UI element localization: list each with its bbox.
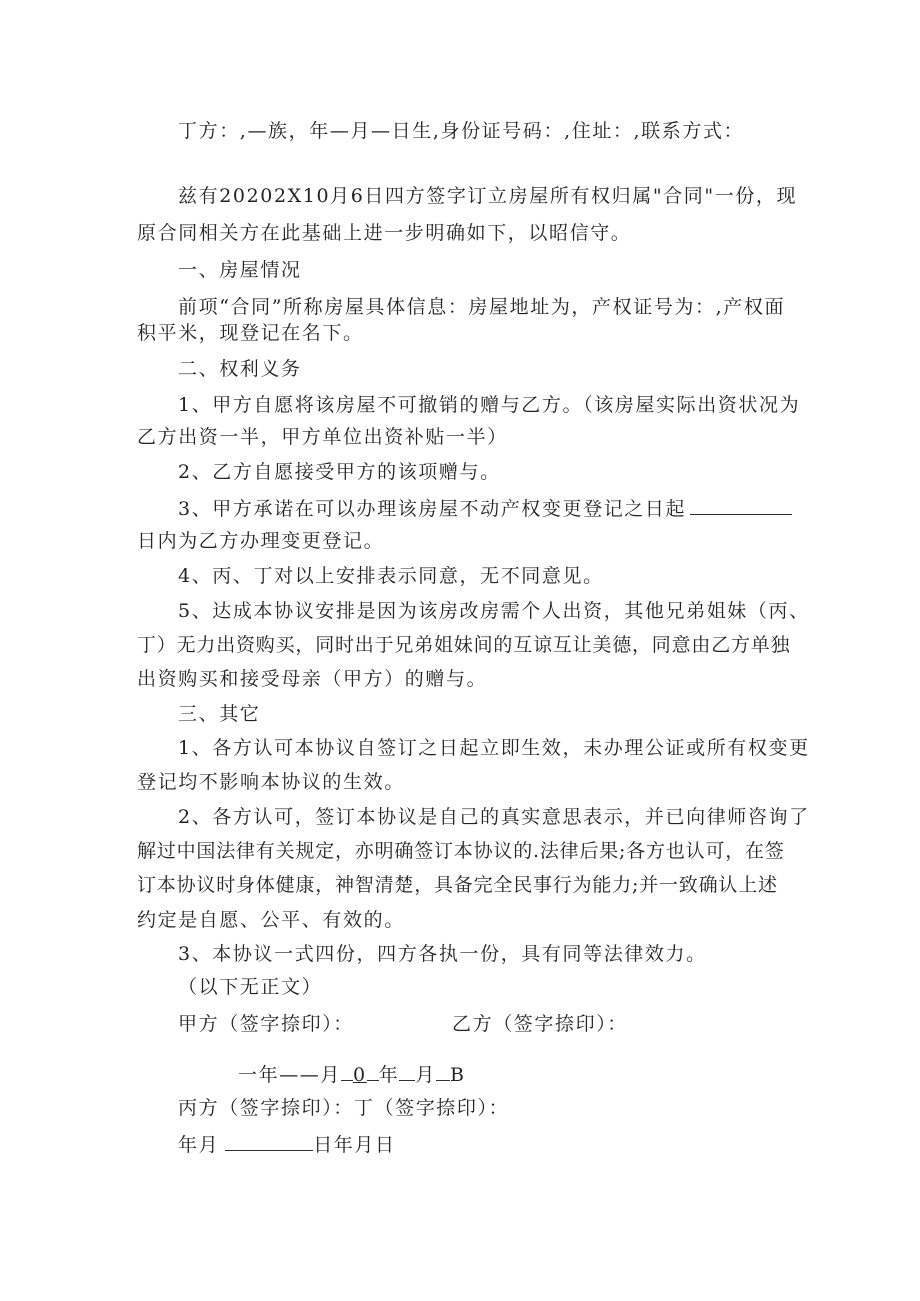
item-2-5-line-3: 出资购买和接受母亲（甲方）的赠与。 <box>137 668 488 690</box>
date-segment-1: 一年——月 <box>238 1064 342 1086</box>
days-blank <box>690 494 792 515</box>
item-3-3: 3、本协议一式四份，四方各执一份，具有同等法律效力。 <box>178 943 707 965</box>
date-blank-1 <box>341 1060 353 1081</box>
sign-party-a: 甲方（签字捺印）： <box>178 1013 354 1035</box>
section-1-paragraph-line-2: 积平米，现登记在名下。 <box>137 322 364 344</box>
date-line <box>238 1060 466 1087</box>
date-blank-2 <box>367 1060 379 1081</box>
date-bottom-suffix: 日年月日 <box>313 1134 396 1156</box>
item-3-2-line-4: 约定是自愿、公平、有效的。 <box>137 909 405 931</box>
item-3-2-line-2: 解过中国法律有关规定，亦明确签订本协议的.法律后果;各方也认可，在签 <box>137 840 785 862</box>
date-segment-4: 月 <box>415 1064 436 1086</box>
date-segment-5: B <box>449 1064 466 1086</box>
item-2-3-line-2: 日内为乙方办理变更登记。 <box>137 530 385 552</box>
item-2-5-line-2: 丁）无力出资购买，同时出于兄弟姐妹间的互谅互让美德，同意由乙方单独 <box>137 634 791 656</box>
item-2-3-text: 3、甲方承诺在可以办理该房屋不动产权变更登记之日起 <box>178 498 687 520</box>
sign-party-c-d: 丙方（签字捺印）：丁（签字捺印）： <box>178 1097 510 1119</box>
date-bottom-prefix: 年月 <box>178 1134 220 1156</box>
item-3-1-line-1: 1、各方认可本协议自签订之日起立即生效，未办理公证或所有权变更 <box>178 737 810 759</box>
intro-line-1: 兹有20202X10月6日四方签字订立房屋所有权归属"合同"一份，现 <box>178 185 798 207</box>
section-1-title: 一、房屋情况 <box>178 259 302 281</box>
date-blank-3 <box>399 1060 415 1081</box>
item-2-2: 2、乙方自愿接受甲方的该项赠与。 <box>178 461 501 483</box>
section-2-title: 二、权利义务 <box>178 358 302 380</box>
item-2-3-line-1 <box>178 494 792 521</box>
item-3-2-line-1: 2、各方认可，签订本协议是自己的真实意思表示，并已向律师咨询了 <box>178 806 810 828</box>
intro-line-2: 原合同相关方在此基础上进一步明确如下，以昭信守。 <box>137 222 632 244</box>
date-blank-4 <box>436 1060 450 1081</box>
no-text-below: （以下无正文） <box>178 976 323 998</box>
section-1-paragraph-line-1: 前项“合同”所称房屋具体信息：房屋地址为，产权证号为：,产权面 <box>178 296 786 318</box>
date-segment-2: 0 <box>353 1064 367 1086</box>
party-d-line: 丁方：,—族，年—月—日生,身份证号码：,住址：,联系方式： <box>178 120 745 142</box>
date-bottom-blank <box>225 1130 313 1151</box>
section-3-title: 三、其它 <box>178 703 261 725</box>
item-3-2-line-3: 订本协议时身体健康，神智清楚，具备完全民事行为能力;并一致确认上述 <box>137 874 778 896</box>
item-3-1-line-2: 登记均不影响本协议的生效。 <box>137 771 405 793</box>
item-2-1-line-2: 乙方出资一半，甲方单位出资补贴一半） <box>137 426 508 448</box>
sign-party-b: 乙方（签字捺印）： <box>452 1013 628 1035</box>
item-2-4: 4、丙、丁对以上安排表示同意，无不同意见。 <box>178 565 604 587</box>
item-2-5-line-1: 5、达成本协议安排是因为该房改房需个人出资，其他兄弟姐妹（丙、 <box>178 600 810 622</box>
date-segment-3: 年 <box>378 1064 400 1086</box>
item-2-1-line-1: 1、甲方自愿将该房屋不可撤销的赠与乙方。（该房屋实际出资状况为 <box>178 394 801 416</box>
date-bottom-line <box>178 1130 396 1157</box>
